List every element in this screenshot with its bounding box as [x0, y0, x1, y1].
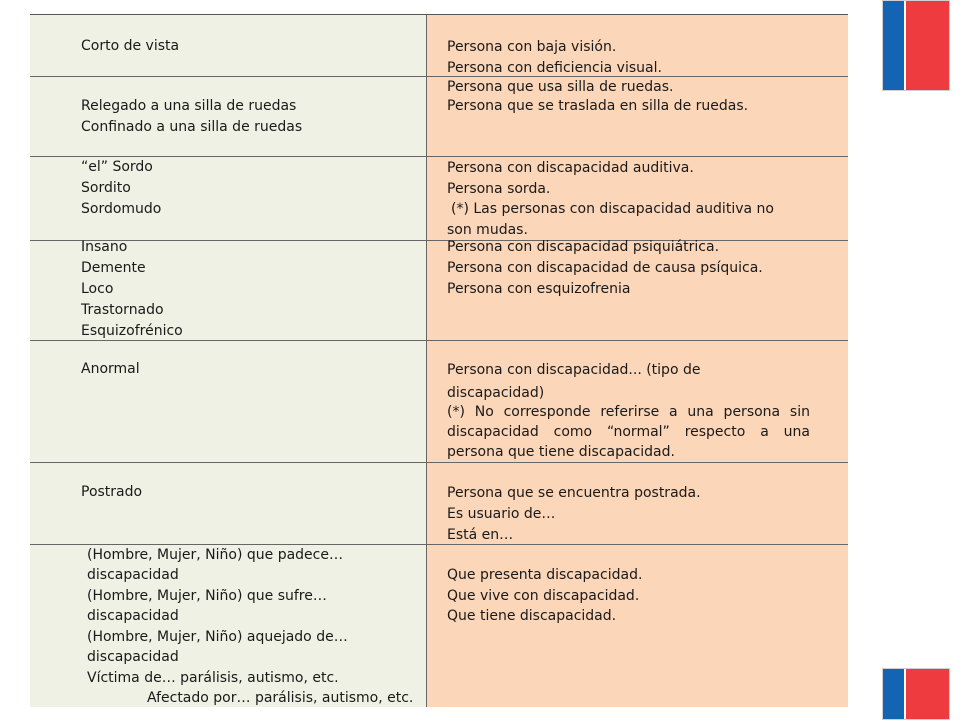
incorrect-term: Esquizofrénico	[81, 323, 183, 339]
chile-flag-top	[882, 0, 950, 91]
table-row	[30, 463, 848, 545]
table-row	[30, 241, 848, 341]
incorrect-term: Postrado	[81, 484, 143, 500]
correct-term: Que presenta discapacidad.	[447, 567, 643, 583]
incorrect-term: Loco	[81, 281, 114, 297]
incorrect-term: discapacidad	[87, 608, 179, 624]
incorrect-term: Confinado a una silla de ruedas	[81, 119, 303, 135]
correct-term: Persona con discapacidad auditiva.	[447, 160, 694, 176]
correct-term: Que vive con discapacidad.	[447, 588, 640, 604]
incorrect-terms-cell	[30, 241, 427, 340]
incorrect-term: (Hombre, Mujer, Niño) aquejado de…	[87, 629, 348, 645]
incorrect-terms-cell	[30, 463, 427, 544]
correct-term: Es usuario de…	[447, 506, 556, 522]
correct-term-note: son mudas.	[447, 222, 528, 238]
correct-term: Persona con baja visión.	[447, 39, 617, 55]
table-row	[30, 77, 848, 157]
correct-term: Persona con discapacidad... (tipo de	[447, 362, 701, 378]
table-row	[30, 545, 848, 707]
incorrect-terms-cell	[30, 15, 427, 76]
correct-term: Persona con discapacidad psiquiátrica.	[447, 239, 720, 255]
incorrect-term: Trastornado	[81, 302, 164, 318]
table-row	[30, 341, 848, 463]
correct-terms-cell	[427, 15, 848, 76]
incorrect-term: Sordito	[81, 180, 131, 196]
incorrect-term: Afectado por… parálisis, autismo, etc.	[147, 690, 414, 706]
correct-term: Persona que se traslada en silla de ruedas.	[447, 98, 749, 114]
correct-terms-cell	[427, 241, 848, 340]
terminology-table	[30, 14, 848, 706]
correct-terms-cell	[427, 341, 848, 462]
incorrect-term: (Hombre, Mujer, Niño) que padece…	[87, 547, 343, 563]
correct-terms-cell	[427, 463, 848, 544]
correct-term: Que tiene discapacidad.	[447, 608, 617, 624]
correct-term: Persona con esquizofrenia	[447, 281, 631, 297]
correct-term: Persona que usa silla de ruedas.	[447, 79, 674, 95]
incorrect-terms-cell	[30, 77, 427, 156]
correct-terms-cell	[427, 157, 848, 240]
table-row	[30, 157, 848, 241]
correct-terms-cell	[427, 77, 848, 156]
incorrect-term: Demente	[81, 260, 146, 276]
correct-term: Persona con discapacidad de causa psíquica.	[447, 260, 763, 276]
incorrect-term: Víctima de… parálisis, autismo, etc.	[87, 670, 339, 686]
incorrect-term: Corto de vista	[81, 38, 180, 54]
correct-term: Persona que se encuentra postrada.	[447, 485, 701, 501]
incorrect-term: Relegado a una silla de ruedas	[81, 98, 297, 114]
incorrect-term: Anormal	[81, 361, 140, 377]
correct-terms-cell	[427, 545, 848, 707]
chile-flag-bottom	[882, 668, 950, 720]
correct-term-note: (*) No corresponde referirse a una persona sin discapacidad como “normal” respecto a una persona que tiene discapacidad.	[447, 404, 810, 460]
correct-term: Persona con deficiencia visual.	[447, 60, 662, 76]
incorrect-term: discapacidad	[87, 567, 179, 583]
incorrect-terms-cell	[30, 341, 427, 462]
table-row	[30, 15, 848, 77]
incorrect-term: Insano	[81, 239, 128, 255]
correct-term: discapacidad)	[447, 385, 545, 401]
incorrect-term: “el” Sordo	[81, 159, 153, 175]
incorrect-terms-cell	[30, 545, 427, 707]
correct-term-note: (*) Las personas con discapacidad auditiva no	[451, 201, 774, 217]
incorrect-term: Sordomudo	[81, 201, 162, 217]
correct-term: Persona sorda.	[447, 181, 551, 197]
incorrect-term: discapacidad	[87, 649, 179, 665]
incorrect-terms-cell	[30, 157, 427, 240]
incorrect-term: (Hombre, Mujer, Niño) que sufre…	[87, 588, 327, 604]
correct-term: Está en…	[447, 527, 514, 543]
